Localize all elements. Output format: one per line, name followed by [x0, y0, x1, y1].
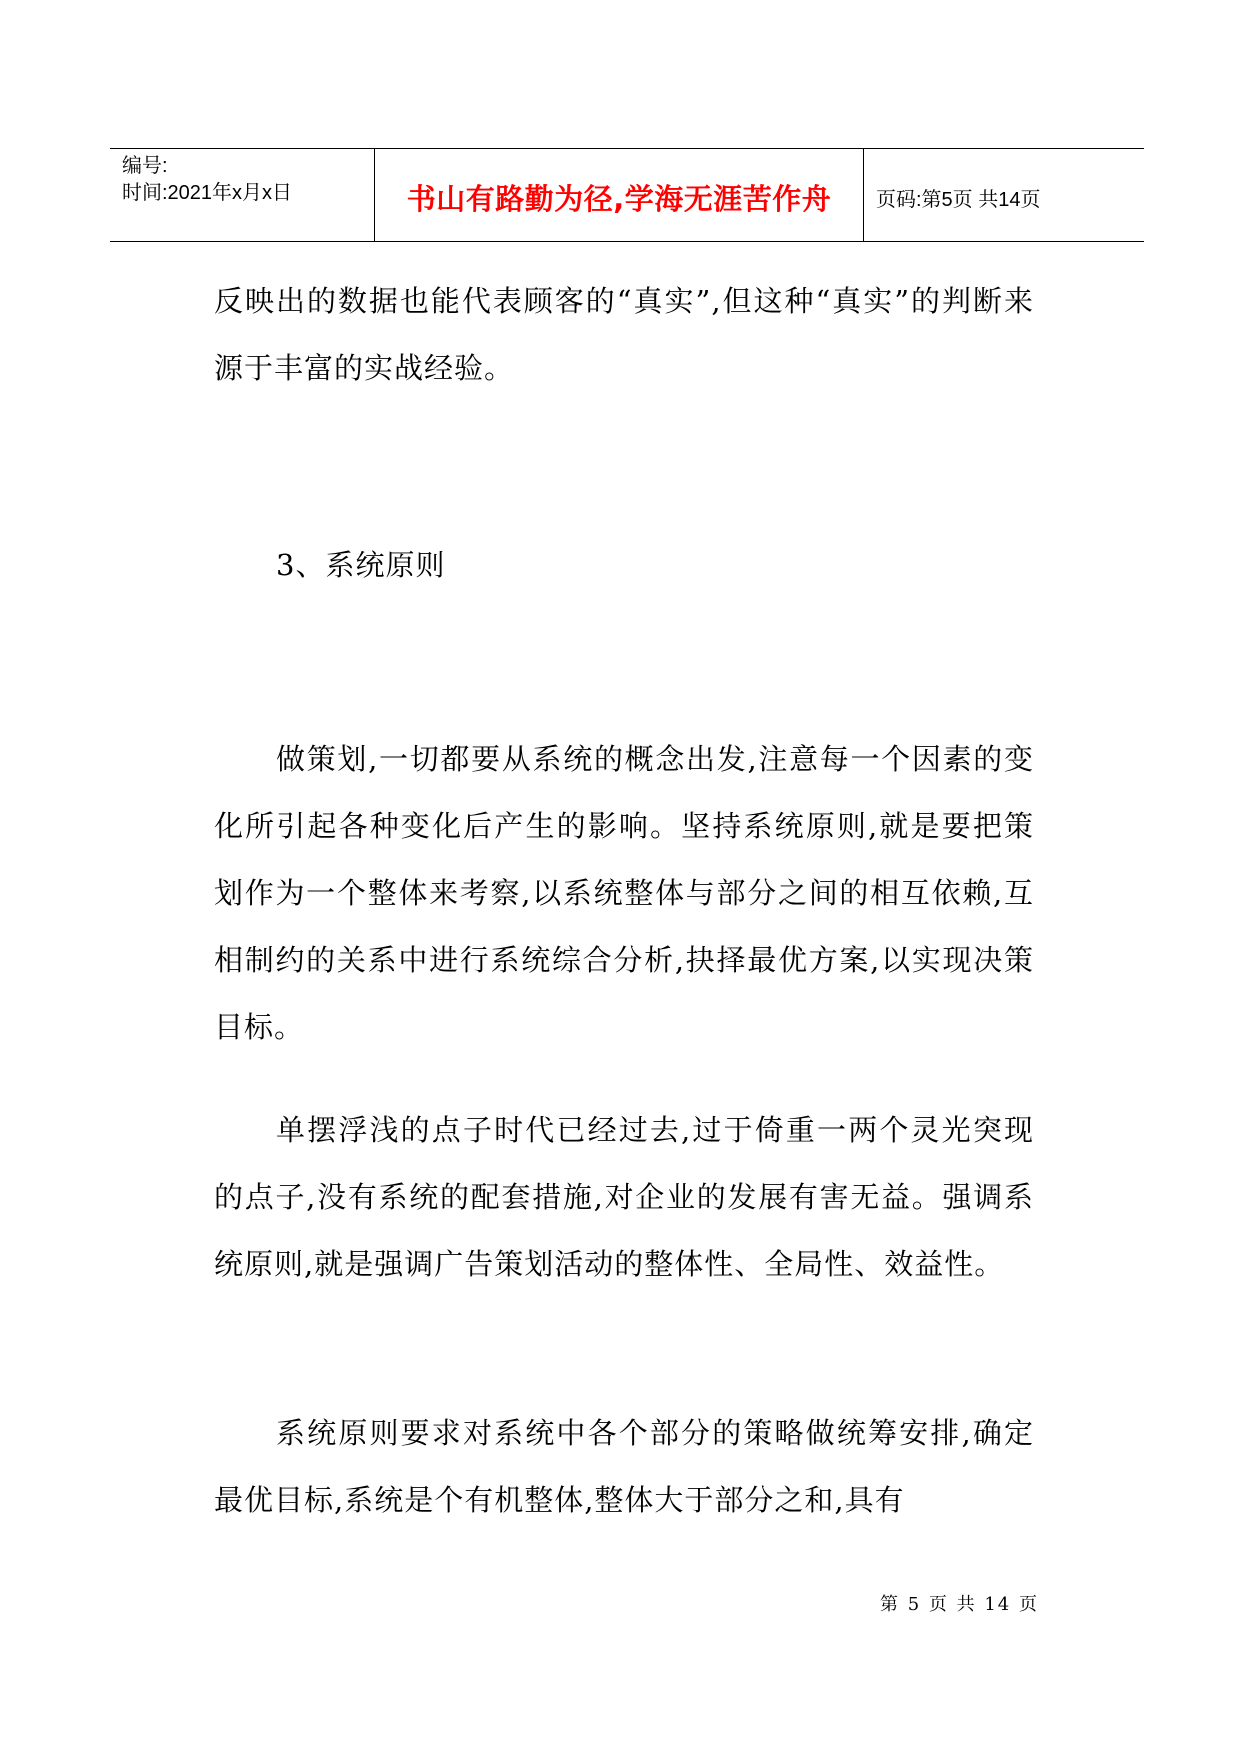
time-label: 时间:2021年x月x日	[122, 182, 293, 204]
paragraph-point-era: 单摆浮浅的点子时代已经过去,过于倚重一两个灵光突现的点子,没有系统的配套措施,对企业的发展有害无益。强调系统原则,就是强调广告策划活动的整体性、全局性、效益性。	[214, 1113, 1034, 1281]
header-motto: 书山有路勤为径,学海无涯苦作舟	[374, 149, 864, 241]
paragraph-system-principle: 做策划,一切都要从系统的概念出发,注意每一个因素的变化所引起各种变化后产生的影响。坚持系统原则,就是要把策划作为一个整体来考察,以系统整体与部分之间的相互依赖,互相制约的关系中进行系统综合分析,抉择最优方案,以实现决策目标。	[214, 742, 1034, 1044]
page-footer: 第 5 页 共 14 页	[880, 1594, 1039, 1615]
header-info-cell	[110, 149, 374, 241]
header-table	[110, 148, 1144, 242]
number-label: 编号:	[122, 155, 168, 177]
header-page-code: 页码:第5页 共14页	[876, 188, 1041, 211]
paragraph-continuation: 反映出的数据也能代表顾客的“真实”,但这种“真实”的判断来源于丰富的实战经验。	[214, 284, 1034, 385]
section-heading: 3、系统原则	[276, 548, 446, 582]
paragraph-system-requirements: 系统原则要求对系统中各个部分的策略做统筹安排,确定最优目标,系统是个有机整体,整体大于部分之和,具有	[214, 1416, 1034, 1517]
